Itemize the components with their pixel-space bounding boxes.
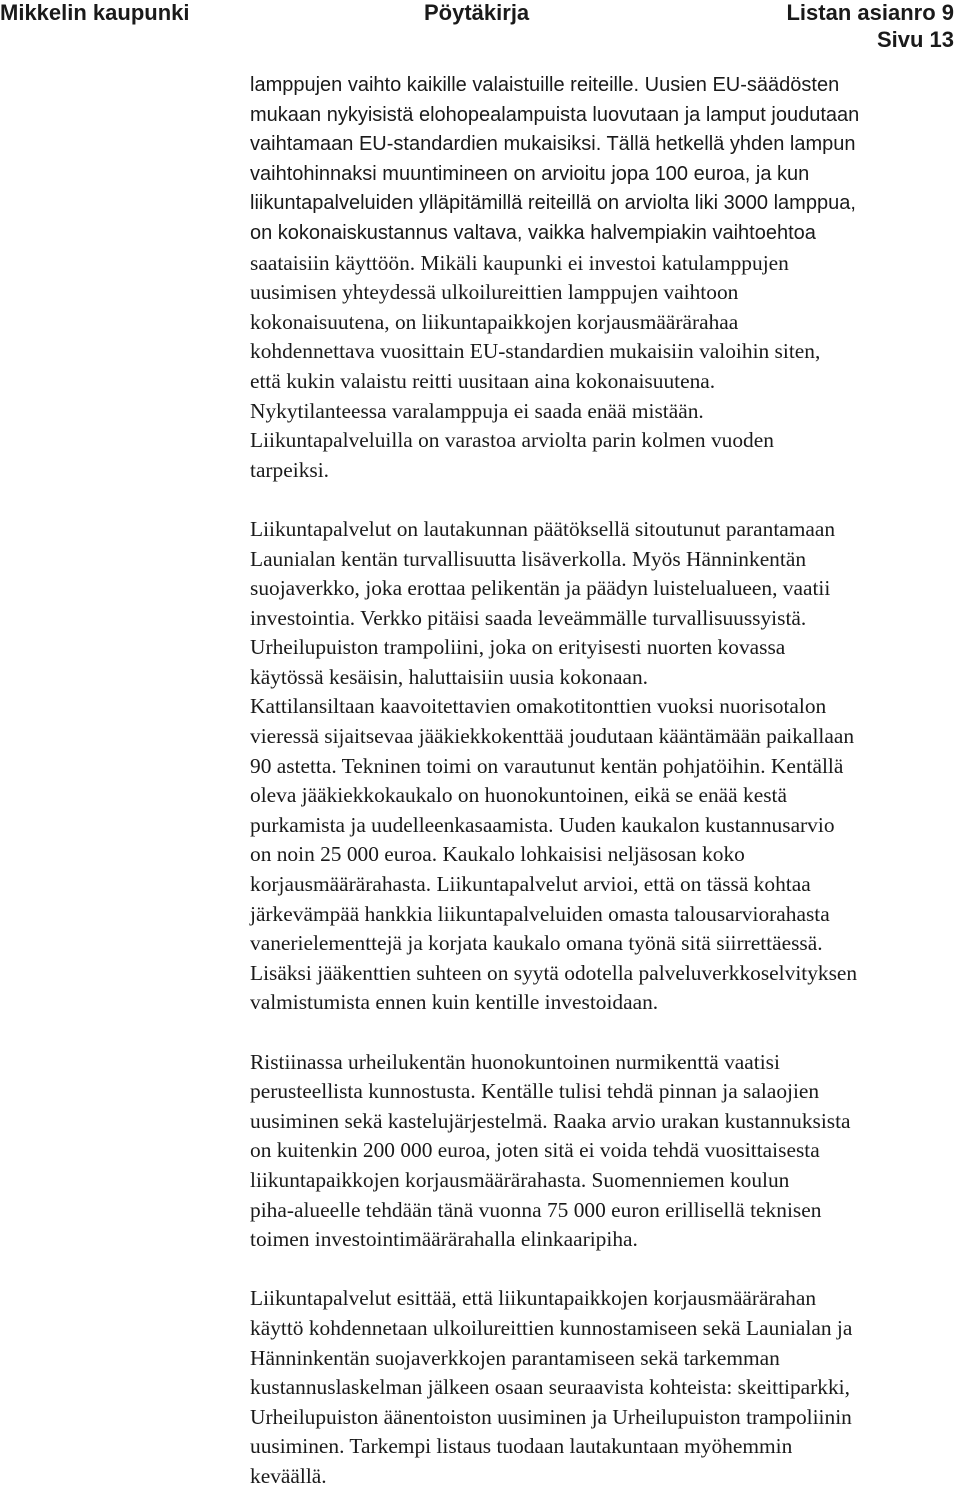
text-line: Liikuntapalvelut on lautakunnan päätöksellä sitoutunut parantamaan <box>250 516 836 541</box>
paragraph <box>250 71 958 485</box>
text-line: Launialan kentän turvallisuutta lisäverkolla. Myös Hänninkentän <box>250 546 807 571</box>
text-line: purkamista ja uudelleenkasaamista. Uuden kaukalon kustannusarvio <box>250 812 835 837</box>
text-line: oleva jääkiekkokaukalo on huonokuntoinen, eikä se enää kestä <box>250 783 787 808</box>
text-line: käyttö kohdennetaan ulkoilureittien kunnostamiseen sekä Launialan ja <box>250 1315 853 1340</box>
text-line: liikuntapaikkojen korjausmäärärahasta. Suomenniemen koulun <box>250 1167 790 1192</box>
text-line: kustannuslaskelman jälkeen osaan seuraavista kohteista: skeittiparkki, <box>250 1375 850 1400</box>
text-line: on kokonaiskustannus valtava, vaikka halvempiakin vaihtoehtoa <box>250 221 816 244</box>
text-line: saataisiin käyttöön. Mikäli kaupunki ei investoi katulamppujen <box>250 250 789 275</box>
agenda-item-number: Listan asianro 9 <box>786 0 954 25</box>
text-line: on noin 25 000 euroa. Kaukalo lohkaisisi neljäsosan koko <box>250 842 745 867</box>
text-line: Kattilansiltaan kaavoitettavien omakotitonttien vuoksi nuorisotalon <box>250 694 827 719</box>
document-body <box>250 71 958 1492</box>
document-type: Pöytäkirja <box>424 0 530 25</box>
text-line: vieressä sijaitsevaa jääkiekkokenttää joudutaan kääntämään paikallaan <box>250 724 855 749</box>
text-line: käytössä kesäisin, haluttaisiin uusia kokonaan. <box>250 664 649 689</box>
text-line: investointia. Verkko pitäisi saada leveämmälle turvallisuussyistä. <box>250 605 807 630</box>
text-line: järkevämpää hankkia liikuntapalveluiden omasta talousarviorahasta <box>250 901 830 926</box>
text-line: kohdennettava vuosittain EU-standardien mukaisiin valoihin siten, <box>250 339 821 364</box>
organization-name: Mikkelin kaupunki <box>0 0 190 25</box>
text-line: piha-alueelle tehdään tänä vuonna 75 000 euron erillisellä teknisen <box>250 1197 822 1222</box>
text-line: lamppujen vaihto kaikille valaistuille reiteille. Uusien EU-säädösten <box>250 74 840 96</box>
text-line: että kukin valaistu reitti uusitaan aina kokonaisuutena. <box>250 368 716 393</box>
text-line: suojaverkko, joka erottaa pelikentän ja päädyn luistelualueen, vaatii <box>250 576 831 601</box>
page-number: Sivu 13 <box>876 27 954 52</box>
text-line: toimen investointimäärärahalla elinkaaripiha. <box>250 1227 638 1252</box>
paragraph <box>250 515 958 1018</box>
text-line: kokonaisuutena, on liikuntapaikkojen korjausmäärärahaa <box>250 309 739 334</box>
text-line: korjausmäärärahasta. Liikuntapalvelut arvioi, että on tässä kohtaa <box>250 872 811 897</box>
text-line: uusimisen yhteydessä ulkoilureittien lamppujen vaihtoon <box>250 280 739 305</box>
text-line: Lisäksi jääkenttien suhteen on syytä odotella palveluverkkoselvityksen <box>250 960 858 985</box>
text-line: vaihtohinnaksi muuntimineen on arvioitu jopa 100 euroa, ja kun <box>250 162 810 185</box>
text-line: mukaan nykyisistä elohopealampuista luovutaan ja lamput joudutaan <box>250 103 860 126</box>
text-line: Ristiinassa urheilukentän huonokuntoinen nurmikenttä vaatisi <box>250 1049 780 1074</box>
text-line: liikuntapalveluiden ylläpitämillä reiteillä on arviolta liki 3000 lamppua, <box>250 192 856 215</box>
text-line: Nykytilanteessa varalamppuja ei saada enää mistään. <box>250 398 704 423</box>
paragraph <box>250 1048 958 1255</box>
text-line: tarpeiksi. <box>250 457 330 482</box>
text-line: Urheilupuiston äänentoiston uusiminen ja Urheilupuiston trampoliinin <box>250 1404 852 1429</box>
text-line: perusteellista kunnostusta. Kentälle tulisi tehdä pinnan ja salaojien <box>250 1079 820 1104</box>
text-line: Hänninkentän suojaverkkojen parantamiseen sekä tarkemman <box>250 1345 780 1370</box>
text-line: 90 astetta. Tekninen toimi on varautunut kentän pohjatöihin. Kentällä <box>250 753 844 778</box>
paragraph <box>250 1284 958 1491</box>
page-header <box>0 0 960 60</box>
text-line: Liikuntapalveluilla on varastoa arviolta parin kolmen vuoden <box>250 428 774 453</box>
text-line: uusiminen sekä kastelujärjestelmä. Raaka arvio urakan kustannuksista <box>250 1108 851 1133</box>
text-line: valmistumista ennen kuin kentille investoidaan. <box>250 990 659 1015</box>
text-line: Liikuntapalvelut esittää, että liikuntapaikkojen korjausmäärärahan <box>250 1286 817 1311</box>
text-line: vaihtamaan EU-standardien mukaisiksi. Tällä hetkellä yhden lampun <box>250 133 856 156</box>
text-line: Urheilupuiston trampoliini, joka on erityisesti nuorten kovassa <box>250 635 786 660</box>
text-line: vanerielementtejä ja korjata kaukalo omana työnä sitä siirrettäessä. <box>250 931 823 956</box>
text-line: uusiminen. Tarkempi listaus tuodaan lautakuntaan myöhemmin <box>250 1434 793 1459</box>
text-line: on kuitenkin 200 000 euroa, joten sitä ei voida tehdä vuosittaisesta <box>250 1138 820 1163</box>
text-line: keväällä. <box>250 1463 327 1488</box>
